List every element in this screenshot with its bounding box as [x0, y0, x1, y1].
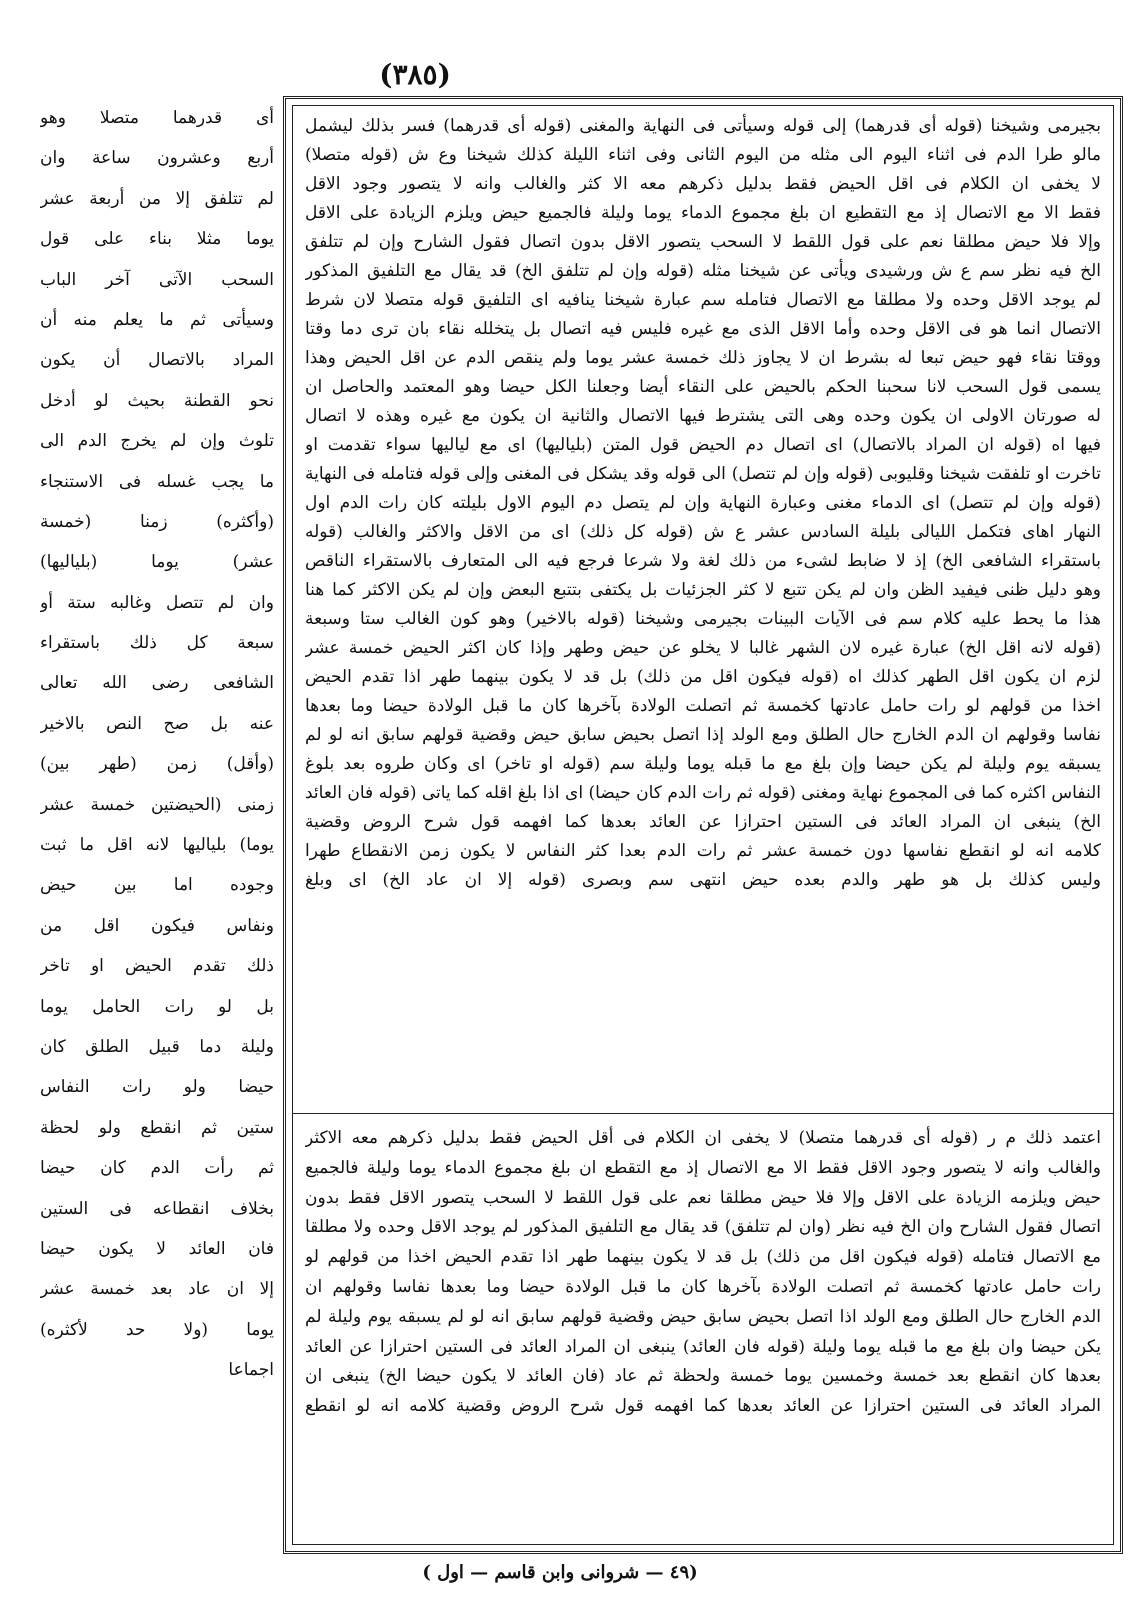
- margin-line: تلوث وإن لم يخرج الدم الى: [40, 431, 274, 452]
- margin-line: المراد بالاتصال أن يكون: [40, 350, 274, 371]
- margin-line: يوما مثلا بناء على قول: [40, 229, 274, 250]
- margin-line: حيضا ولو رات النفاس: [40, 1077, 274, 1098]
- margin-line: وان لم تتصل وغالبه ستة أو: [40, 592, 274, 613]
- commentary-line: ووقتا نقاء فهو حيض تبعا له بشرط ان لا يجاوز ذلك خمسة عشر يوما ولم ينقص الدم عن اقل الحيض وهذا: [305, 348, 1101, 368]
- margin-line: بل لو رات الحامل يوما: [40, 996, 274, 1017]
- commentary-line: (قوله وإن لم تتصل) اى الدماء مغنى وعبارة النهاية وإن لم يتصل دم اليوم الاول بليلته كان رات الدم اول: [305, 493, 1101, 513]
- commentary-line: بجيرمى وشيخنا (قوله أى قدرهما) إلى قوله وسيأتى فى النهاية والمغنى (قوله أى قدرهما) فسر بذلك ليشمل: [305, 116, 1101, 136]
- commentary-line: اخذا من قولهم لو رات حامل عادتها كخمسة ثم اتصلت الولادة بآخرها كان ما قبل الولادة حيضا وما بعدها: [305, 696, 1101, 716]
- commentary-line: بعدها كان انقطع بعد خمسة وخمسين يوما خمسة ولحظة ثم عاد (فان العائد لا يكون حيضا الخ) ينبغى ان: [305, 1366, 1101, 1387]
- commentary-line: مع الاتصال فتامله (قوله فيكون اقل من ذلك) بل قد لا يكون بينهما طهر اذا تقدم الحيض اخذا من قولهم لو: [305, 1247, 1101, 1268]
- commentary-line: يكن حيضا وان بلغ مع ما قبله يوما وليلة (قوله فان العائد) ينبغى ان المراد العائد فى الستين احترازا عن العائد: [305, 1336, 1101, 1357]
- margin-line: وسيأتى ثم ما يعلم منه أن: [40, 309, 274, 330]
- commentary-line: الاتصال انما هو فى الاقل وحده وأما الاقل الذى مع غيره فليس فيه اتصال بل يتخلله نقاء بان ترى دما وقتا: [305, 319, 1101, 339]
- margin-line: السحب الآتى آخر الباب: [40, 269, 274, 290]
- commentary-line: وإلا فلا حيض مطلقا نعم على قول اللقط لا السحب يتصور الاقل بدون اتصال فقول الشارح وإن لم تتلفق: [305, 232, 1101, 252]
- commentary-line: وهو دليل ظنى فيفيد الظن وان لم يكن تتبع لا كثر الجزئيات بل يكتفى بتتبع البعض وإن لم يكن الاكثر كما هنا: [305, 580, 1101, 600]
- margin-line: لم تتلفق إلا من أربعة عشر: [40, 188, 274, 209]
- margin-line: يوما (ولا حد لأكثره): [40, 1319, 274, 1340]
- margin-line: يوما) بلياليها لانه اقل ما ثبت: [40, 835, 274, 856]
- commentary-line: لا يخفى ان الكلام فى اقل الحيض فقط بدليل ذكرهم معه الا كثر والغالب وانه لا يتصور وجود الاقل: [305, 174, 1101, 194]
- commentary-line: مالو طرا الدم فى اثناء اليوم الى مثله من اليوم الثانى وفى اثناء الليلة كذلك شيخنا وع ش (قوله متصلا): [305, 145, 1101, 165]
- upper-commentary-block: [293, 106, 1113, 1114]
- margin-line: عشر) يوما (بلياليها): [40, 552, 274, 573]
- commentary-line: رات حامل عادتها كخمسة ثم اتصلت الولادة بآخرها كان ما قبل الولادة حيضا وما بعدها نفاسا وقولهم ان: [305, 1276, 1101, 1297]
- commentary-line: تاخرت او تلفقت شيخنا وقليوبى (قوله وإن لم تتصل) الى قوله وقد يشكل فى المغنى وإلى قوله فتامله فى النهاية: [305, 464, 1101, 484]
- main-commentary-frame: [283, 96, 1123, 1554]
- margin-line: وجوده اما بين حيض: [40, 875, 274, 896]
- lower-commentary-block: [293, 1118, 1113, 1544]
- margin-line: عنه بل صح النص بالاخير: [40, 713, 274, 734]
- margin-line: الشافعى رضى الله تعالى: [40, 673, 274, 694]
- page-footer: (٤٩ — شروانى وابن قاسم — اول ): [422, 1562, 698, 1583]
- margin-line: أى قدرهما متصلا وهو: [40, 108, 274, 128]
- margin-line: (وأقل) زمن (طهر بين): [40, 754, 274, 775]
- commentary-line: حيض ويلزمه الزيادة على الاقل وإلا فلا حيض مطلقا نعم على قول اللقط لا السحب يتصور الاقل فقط بدون: [305, 1187, 1101, 1208]
- margin-line: نحو القطنة بحيث لو أدخل: [40, 390, 274, 411]
- commentary-line: الخ فيه نظر سم ع ش ورشيدى ويأتى عن شيخنا مثله (قوله وإن لم تتلفق الخ) قد يقال مع التلفيق المذكور: [305, 261, 1101, 281]
- margin-line: أربع وعشرون ساعة وان: [40, 148, 274, 169]
- margin-line: وليلة دما قبيل الطلق كان: [40, 1036, 274, 1057]
- commentary-line: (قوله لانه اقل الخ) عبارة غيره لان الشهر غالبا لا يخلو عن حيض وطهر وإذا كان اكثر الحيض خمسة عشر: [305, 638, 1101, 658]
- margin-line: ما يجب غسله فى الاستنجاء: [40, 471, 274, 492]
- margin-line: بخلاف انقطاعه فى الستين: [40, 1198, 274, 1219]
- margin-line: ونفاس فيكون اقل من: [40, 915, 274, 936]
- margin-line: فان العائد لا يكون حيضا: [40, 1238, 274, 1259]
- commentary-line: الخ) ينبغى ان المراد العائد فى الستين احترازا عن العائد بعدها كما افهمه قول شرح الروض وقضية: [305, 812, 1101, 832]
- commentary-line: اعتمد ذلك م ر (قوله أى قدرهما متصلا) لا يخفى ان الكلام فى أقل الحيض فقط بدليل ذكرهم معه الاكثر: [305, 1128, 1101, 1148]
- commentary-line: له صورتان الاولى ان يكون وحده وهى التى يشترط فيها الاتصال والثانية ان يكون مع غيره وهذه لا اتصال: [305, 406, 1101, 426]
- main-inner-border: [292, 105, 1114, 1545]
- commentary-line: الدم الخارج حال الطلق ومع الولد اذا اتصل بحيض سابق حيض وقضية قولهم سابق انه لو لم يسبقه يوم وليلة لم: [305, 1306, 1101, 1327]
- margin-line: ثم رأت الدم كان حيضا: [40, 1158, 274, 1179]
- commentary-line: المراد العائد فى الستين احترازا عن العائد بعدها كما افهمه قول شرح الروض وقضية كلامه انه لو انقطع: [305, 1396, 1101, 1417]
- commentary-line: فيها اه (قوله ان المراد بالاتصال) اى اتصال دم الحيض قول المتن (بلياليها) اى مع لياليها سواء تقدمت او: [305, 435, 1101, 455]
- margin-line: إلا ان عاد بعد خمسة عشر: [40, 1279, 274, 1300]
- margin-line: سبعة كل ذلك باستقراء: [40, 633, 274, 654]
- commentary-line: نفاسا وقولهم ان الدم الخارج حال الطلق ومع الولد إذا اتصل بحيض سابق حيض وقضية قولهم سابق انه لو لم: [305, 725, 1101, 745]
- commentary-line: فقط الا مع الاتصال إذ مع التقطيع ان بلغ مجموع الدماء يوما وليلة فالجميع حيض ويلزم الزيادة على الاقل: [305, 203, 1101, 223]
- commentary-line: باستقراء الشافعى الخ) إذ لا ضابط لشىء من ذلك لغة ولا شرعا فرجع فيه الى المتعارف بالاستقراء الناقص: [305, 551, 1101, 571]
- commentary-line: يسبقه يوم وليلة لم يكن حيضا وإن بلغ مع ما قبله يوما وليلة سم (قوله او تاخر) اى وكان طروه بعد بلوغ: [305, 754, 1101, 774]
- commentary-line: النهار اهاى فتكمل الليالى بليلة السادس عشر ع ش (قوله كل ذلك) اى من الاقل والاكثر والغالب (قوله: [305, 522, 1101, 542]
- commentary-line: وليس كذلك بل هو طهر والدم بعده حيض انتهى سم وبصرى (قوله إلا ان عاد الخ) اى وبلغ: [305, 870, 1101, 890]
- commentary-line: كلامه انه لو انقطع نفاسها دون خمسة عشر ثم رات الدم بعدا كثر النفاس لا يكون زمن الانقطاع طهرا: [305, 841, 1101, 861]
- page-number: (٣٨٥): [379, 58, 451, 91]
- commentary-line: هذا ما يحط عليه كلام سم فى الآيات البينات بجيرمى وشيخنا (قوله بالاخير) وهو كون الغالب ستا وسبعة: [305, 609, 1101, 629]
- margin-text-column: [40, 98, 280, 1568]
- commentary-line: اتصال فقول الشارح وان الخ فيه نظر (وان لم تتلفق) قد يقال مع التلفيق المذكور لم يوجد الاقل وحده ولا مطلقا: [305, 1217, 1101, 1238]
- margin-line: اجماعا: [228, 1360, 274, 1381]
- commentary-line: لزم ان يكون اقل الطهر كذلك اه (قوله فيكون اقل من ذلك) بل قد لا يكون بينهما طهر اذا تقدم الحيض: [305, 667, 1101, 687]
- margin-line: (وأكثره) زمنا (خمسة: [40, 511, 274, 532]
- commentary-line: النفاس اكثره كما فى المجموع نهاية ومغنى (قوله ثم رات الدم كان حيضا) اى اذا بلغ اقله كما ياتى (قوله فان العائد: [305, 783, 1101, 803]
- commentary-line: يسمى قول السحب لانا سحبنا الحكم بالحيض على النقاء أيضا وجعلنا الكل حيضا وهو المعتمد والحاصل ان: [305, 377, 1101, 397]
- margin-line: ستين ثم انقطع ولو لحظة: [40, 1117, 274, 1138]
- commentary-line: والغالب وانه لا يتصور وجود الاقل فقط الا مع الاتصال إذ مع التقطع ان بلغ مجموع الدماء يوما وليلة فالجميع: [305, 1157, 1101, 1178]
- commentary-line: لم يوجد الاقل وحده ولا مطلقا مع الاتصال فتامله سم عبارة شيخنا ينافيه اى التلفيق قوله متصلا لان شرط: [305, 290, 1101, 310]
- margin-line: زمنى (الحيضتين خمسة عشر: [40, 794, 274, 815]
- margin-line: ذلك تقدم الحيض او تاخر: [40, 956, 274, 977]
